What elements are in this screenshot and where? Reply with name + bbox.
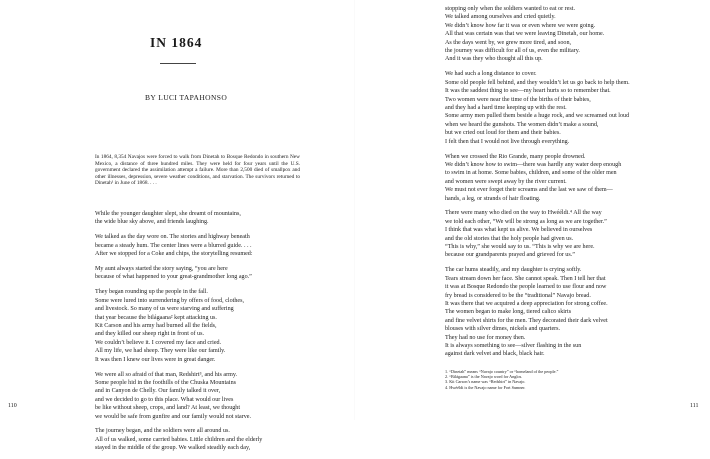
poem-line: After we stopped for a Coke and chips, the storytelling resumed:	[95, 251, 253, 258]
stanza	[445, 209, 700, 259]
title-rule	[160, 63, 196, 64]
stanza	[445, 5, 700, 64]
poem-line: became a steady hum. The center lines were a blurred guide. . . .	[95, 242, 252, 249]
poem-line: Some people hid in the foothills of the Chuska Mountains	[95, 379, 236, 386]
poem-line: The journey began, and the soldiers were all around us.	[95, 428, 230, 435]
poem-line: be like without sheep, crops, and land? At least, we thought	[95, 405, 241, 412]
left-page	[0, 0, 355, 452]
right-page	[355, 0, 710, 420]
poem-line: I think that was what kept us alive. We believed in ourselves	[445, 227, 593, 234]
poem-line: Some were lured into surrendering by offers of food, clothes,	[95, 297, 244, 304]
poem-line: Two women were near the time of the births of their babies,	[445, 96, 591, 103]
poem-line: Some army men pulled them beside a huge rock, and we screamed out loud	[445, 113, 630, 120]
poem-line: It was then I knew our lives were in great danger.	[95, 356, 216, 363]
poem-line: We talked among ourselves and cried quietly.	[445, 14, 556, 21]
stanza	[95, 233, 325, 258]
poem-line: When we crossed the Rio Grande, many people drowned.	[445, 153, 586, 160]
right-poem-body	[445, 5, 700, 365]
poem-line: As the days went by, we grew more tired, and soon,	[445, 39, 572, 46]
footnote: 3. Kit Carson’s name was “Redshirt” in Navajo.	[445, 379, 526, 385]
poem-line: I felt then that I would not live through everything.	[445, 138, 570, 145]
poem-line: and the old stories that the holy people had given us.	[445, 235, 574, 242]
page-number-left: 110	[8, 403, 17, 409]
poem-line: We didn’t know how to swim—there was hardly any water deep enough	[445, 161, 622, 168]
footnote: 4. Hwééldi is the Navajo name for Fort Sumner.	[445, 384, 526, 390]
poem-line: We didn’t know how far it was or even where we were going.	[445, 22, 596, 29]
poem-line: And it was they who thought all this up.	[445, 56, 543, 63]
poem-line: They began rounding up the people in the fall.	[95, 289, 208, 296]
poem-line: we would be safe from gunfire and our family would not starve.	[95, 413, 252, 420]
footnote: 2. “Bilágaana” is the Navajo word for Anglos.	[445, 374, 523, 380]
stanza	[445, 153, 700, 203]
poem-line: It was the saddest thing to see—my heart hurts so to remember that.	[445, 88, 611, 95]
intro-paragraph: In 1864, 8,354 Navajos were forced to walk from Dinetah to Bosque Redondo in southern New Mexico, a distance of three hundred miles. They were held for four years until the U.S. government declared the assimilation attempt a failure. More than 2,500 died of smallpox and other illnesses, depression, severe weather conditions, and starvation. The survivors returned to Dinetah¹ in June of 1868. . . .	[95, 154, 300, 186]
poem-line: Some old people fell behind, and they wouldn’t let us go back to help them.	[445, 79, 630, 86]
poem-line: It is always something to see—silver flashing in the sun	[445, 343, 582, 350]
poem-line: There were many who died on the way to Hwééldi.⁴ All the way	[445, 210, 602, 217]
page-number-right: 111	[690, 403, 699, 409]
stanza	[95, 288, 325, 364]
poem-line: stopping only when the soldiers wanted to eat or rest.	[445, 6, 575, 12]
stanza	[445, 266, 700, 358]
poem-line: and they had a hard time keeping up with the rest.	[445, 104, 567, 111]
poem-line: and women were swept away by the river current.	[445, 178, 567, 185]
poem-line: We were all so afraid of that man, Redshirt³, and his army.	[95, 371, 238, 378]
poem-line: The car hums steadily, and my daughter is crying softly.	[445, 267, 582, 274]
author-byline: BY LUCI TAPAHONSO	[145, 93, 228, 102]
poem-line: blouses with silver dimes, nickels and quarters.	[445, 326, 561, 333]
poem-line: fry bread is considered to be the “traditional” Navajo bread.	[445, 292, 591, 299]
poem-line: We couldn’t believe it. I covered my face and cried.	[95, 339, 222, 346]
poem-line: and fine velvet shirts for the men. They decorated their dark velvet	[445, 317, 608, 324]
poem-line: but we cried out loud for them and their babies.	[445, 130, 561, 137]
poem-line: because of what happened to your great-grandmother long ago.”	[95, 274, 252, 281]
poem-line: While the younger daughter slept, she dreamt of mountains,	[95, 211, 241, 217]
poem-line: hands, a leg, or strands of hair floating.	[445, 195, 541, 202]
poem-line: All of us walked, some carried babies. Little children and the elderly	[95, 436, 263, 443]
poem-line: Tears stream down her face. She cannot speak. Then I tell her that	[445, 275, 606, 282]
poem-line: when we heard the gunshots. The women didn’t make a sound,	[445, 121, 599, 128]
stanza	[95, 371, 325, 421]
poem-line: All that was certain was that we were leaving Dinetah, our home.	[445, 31, 605, 38]
poem-line: the journey was difficult for all of us, even the military.	[445, 48, 580, 55]
poem-line: against dark velvet and black, black hair.	[445, 351, 545, 358]
poem-line: and they killed our sheep right in front of us.	[95, 331, 204, 338]
poem-line: to swim in at home. Some babies, children, and some of the older men	[445, 170, 617, 177]
stanza	[445, 70, 700, 146]
poem-line: that year because the bilágaana² kept attacking us.	[95, 314, 217, 321]
poem-line: stayed in the middle of the group. We walked steadily each day,	[95, 445, 251, 452]
poem-line: My aunt always started the story saying, “you are here	[95, 266, 228, 273]
poem-line: Kit Carson and his army had burned all the fields,	[95, 322, 217, 329]
poem-line: All my life, we had sheep. They were like our family.	[95, 348, 226, 355]
stanza	[95, 427, 325, 452]
poem-line: “This is why,” she would say to us. “This is why we are here.	[445, 244, 595, 251]
poem-line: The women began to make long, tiered calico skirts	[445, 309, 572, 316]
poem-line: We must not ever forget their screams and the last we saw of them—	[445, 187, 613, 194]
poem-title: IN 1864	[150, 35, 203, 50]
poem-line: We talked as the day wore on. The stories and highway beneath	[95, 234, 250, 241]
poem-line: We had such a long distance to cover.	[445, 71, 537, 78]
left-poem-body	[95, 210, 325, 459]
footnotes	[445, 369, 645, 390]
poem-line: It was there that we acquired a deep appreciation for strong coffee.	[445, 301, 608, 307]
poem-line: it was at Bosque Redondo the people learned to use flour and now	[445, 284, 607, 291]
poem-line: because our grandparents prayed and grieved for us.”	[445, 252, 575, 259]
poem-line: and in Canyon de Chelly. Our family talked it over,	[95, 388, 221, 395]
stanza	[95, 265, 325, 282]
footnote: 1. “Dinetah” means “Navajo country” or “homeland of the people.”	[445, 369, 559, 374]
poem-line: They had no use for money then.	[445, 334, 526, 341]
poem-line: and livestock. So many of us were starving and suffering	[95, 306, 234, 313]
poem-line: the wide blue sky above, and friends laughing.	[95, 219, 209, 226]
poem-line: we told each other, “We will be strong as long as we are together.”	[445, 218, 607, 225]
poem-line: and we decided to go to this place. What would our lives	[95, 396, 234, 403]
stanza	[95, 210, 325, 227]
